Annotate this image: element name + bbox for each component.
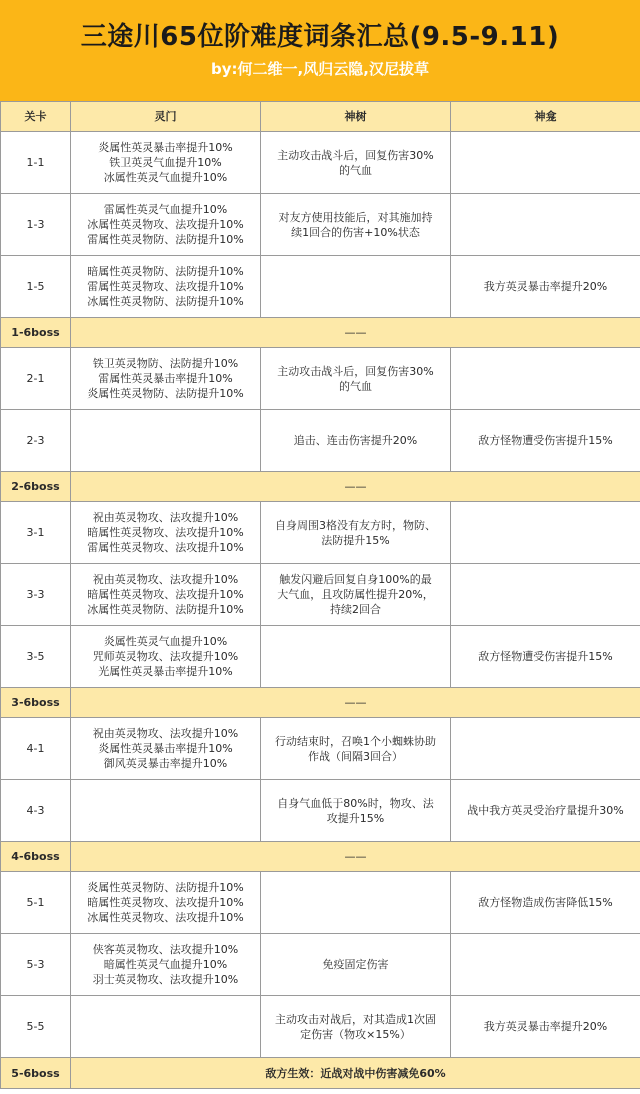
affix-table [0, 101, 640, 1089]
column-header-lingmen: 灵门 [71, 102, 261, 132]
table-header-row [1, 102, 640, 132]
lingmen-cell: 暗属性英灵物防、法防提升10% 雷属性英灵物攻、法攻提升10% 冰属性英灵物防、法防提升10% [71, 256, 261, 318]
shenshu-cell: 主动攻击战斗后，回复伤害30%的气血 [261, 348, 451, 410]
shenshu-cell: 免疫固定伤害 [261, 934, 451, 996]
column-header-shenshu: 神树 [261, 102, 451, 132]
stage-cell: 5-5 [1, 996, 71, 1058]
lingmen-cell [71, 780, 261, 842]
shenkan-cell: 敌方怪物遭受伤害提升15% [451, 410, 640, 472]
shenshu-cell [261, 872, 451, 934]
lingmen-cell: 雷属性英灵气血提升10% 冰属性英灵物攻、法攻提升10% 雷属性英灵物防、法防提升10% [71, 194, 261, 256]
shenshu-cell: 主动攻击战斗后，回复伤害30%的气血 [261, 132, 451, 194]
stage-cell: 2-1 [1, 348, 71, 410]
stage-cell: 1-3 [1, 194, 71, 256]
lingmen-cell: 祝由英灵物攻、法攻提升10% 暗属性英灵物攻、法攻提升10% 冰属性英灵物防、法防提升10% [71, 564, 261, 626]
shenshu-cell: 主动攻击对战后，对其造成1次固定伤害（物攻×15%） [261, 996, 451, 1058]
stage-cell: 3-6boss [1, 688, 71, 718]
stage-cell: 4-6boss [1, 842, 71, 872]
shenkan-cell: 战中我方英灵受治疗量提升30% [451, 780, 640, 842]
table-row [1, 564, 640, 626]
boss-row [1, 688, 640, 718]
boss-row [1, 842, 640, 872]
stage-cell: 3-3 [1, 564, 71, 626]
shenshu-cell: 追击、连击伤害提升20% [261, 410, 451, 472]
stage-cell: 4-3 [1, 780, 71, 842]
lingmen-cell: 祝由英灵物攻、法攻提升10% 暗属性英灵物攻、法攻提升10% 雷属性英灵物攻、法攻提升10% [71, 502, 261, 564]
shenkan-cell [451, 194, 640, 256]
boss-row [1, 318, 640, 348]
shenkan-cell [451, 348, 640, 410]
shenshu-cell: 对友方使用技能后，对其施加持续1回合的伤害+10%状态 [261, 194, 451, 256]
stage-cell: 1-1 [1, 132, 71, 194]
stage-cell: 1-6boss [1, 318, 71, 348]
table-row [1, 718, 640, 780]
shenkan-cell: 敌方怪物遭受伤害提升15% [451, 626, 640, 688]
page-title: 三途川65位阶难度词条汇总(9.5-9.11) [80, 22, 560, 52]
stage-cell: 5-3 [1, 934, 71, 996]
table-row [1, 996, 640, 1058]
stage-cell: 4-1 [1, 718, 71, 780]
boss-placeholder-cell: —— [71, 472, 640, 502]
table-body [1, 132, 640, 1089]
lingmen-cell: 炎属性英灵气血提升10% 咒师英灵物攻、法攻提升10% 光属性英灵暴击率提升10% [71, 626, 261, 688]
author-credit: by:何二维一,风归云隐,汉尼拔草 [211, 60, 429, 78]
table-row [1, 780, 640, 842]
shenkan-cell [451, 132, 640, 194]
table-row [1, 502, 640, 564]
final-boss-row [1, 1058, 640, 1089]
boss-placeholder-cell: —— [71, 688, 640, 718]
table-row [1, 872, 640, 934]
shenkan-cell [451, 934, 640, 996]
shenkan-cell: 我方英灵暴击率提升20% [451, 256, 640, 318]
stage-cell: 2-6boss [1, 472, 71, 502]
shenkan-cell [451, 502, 640, 564]
stage-cell: 2-3 [1, 410, 71, 472]
stage-cell: 1-5 [1, 256, 71, 318]
lingmen-cell [71, 996, 261, 1058]
table-row [1, 934, 640, 996]
table-row [1, 256, 640, 318]
lingmen-cell: 炎属性英灵物防、法防提升10% 暗属性英灵物攻、法攻提升10% 冰属性英灵物攻、法攻提升10% [71, 872, 261, 934]
lingmen-cell: 祝由英灵物攻、法攻提升10% 炎属性英灵暴击率提升10% 御风英灵暴击率提升10% [71, 718, 261, 780]
stage-cell: 5-6boss [1, 1058, 71, 1089]
shenshu-cell: 自身周围3格没有友方时，物防、法防提升15% [261, 502, 451, 564]
table-row [1, 132, 640, 194]
boss-placeholder-cell: —— [71, 318, 640, 348]
shenkan-cell: 敌方怪物造成伤害降低15% [451, 872, 640, 934]
lingmen-cell [71, 410, 261, 472]
shenkan-cell [451, 564, 640, 626]
shenshu-cell: 自身气血低于80%时，物攻、法攻提升15% [261, 780, 451, 842]
boss-row [1, 472, 640, 502]
stage-cell: 3-1 [1, 502, 71, 564]
stage-cell: 3-5 [1, 626, 71, 688]
boss-effect-cell: 敌方生效：近战对战中伤害减免60% [71, 1058, 640, 1089]
lingmen-cell: 铁卫英灵物防、法防提升10% 雷属性英灵暴击率提升10% 炎属性英灵物防、法防提升10% [71, 348, 261, 410]
column-header-shenkan: 神龛 [451, 102, 640, 132]
shenshu-cell [261, 626, 451, 688]
table-row [1, 626, 640, 688]
lingmen-cell: 侠客英灵物攻、法攻提升10% 暗属性英灵气血提升10% 羽士英灵物攻、法攻提升10% [71, 934, 261, 996]
column-header-stage: 关卡 [1, 102, 71, 132]
shenkan-cell: 我方英灵暴击率提升20% [451, 996, 640, 1058]
header-banner [0, 0, 640, 101]
shenshu-cell: 行动结束时，召唤1个小蜘蛛协助作战（间隔3回合） [261, 718, 451, 780]
table-row [1, 194, 640, 256]
boss-placeholder-cell: —— [71, 842, 640, 872]
shenkan-cell [451, 718, 640, 780]
shenshu-cell: 触发闪避后回复自身100%的最大气血，且攻防属性提升20%，持续2回合 [261, 564, 451, 626]
shenshu-cell [261, 256, 451, 318]
lingmen-cell: 炎属性英灵暴击率提升10% 铁卫英灵气血提升10% 冰属性英灵气血提升10% [71, 132, 261, 194]
stage-cell: 5-1 [1, 872, 71, 934]
table-row [1, 348, 640, 410]
table-row [1, 410, 640, 472]
